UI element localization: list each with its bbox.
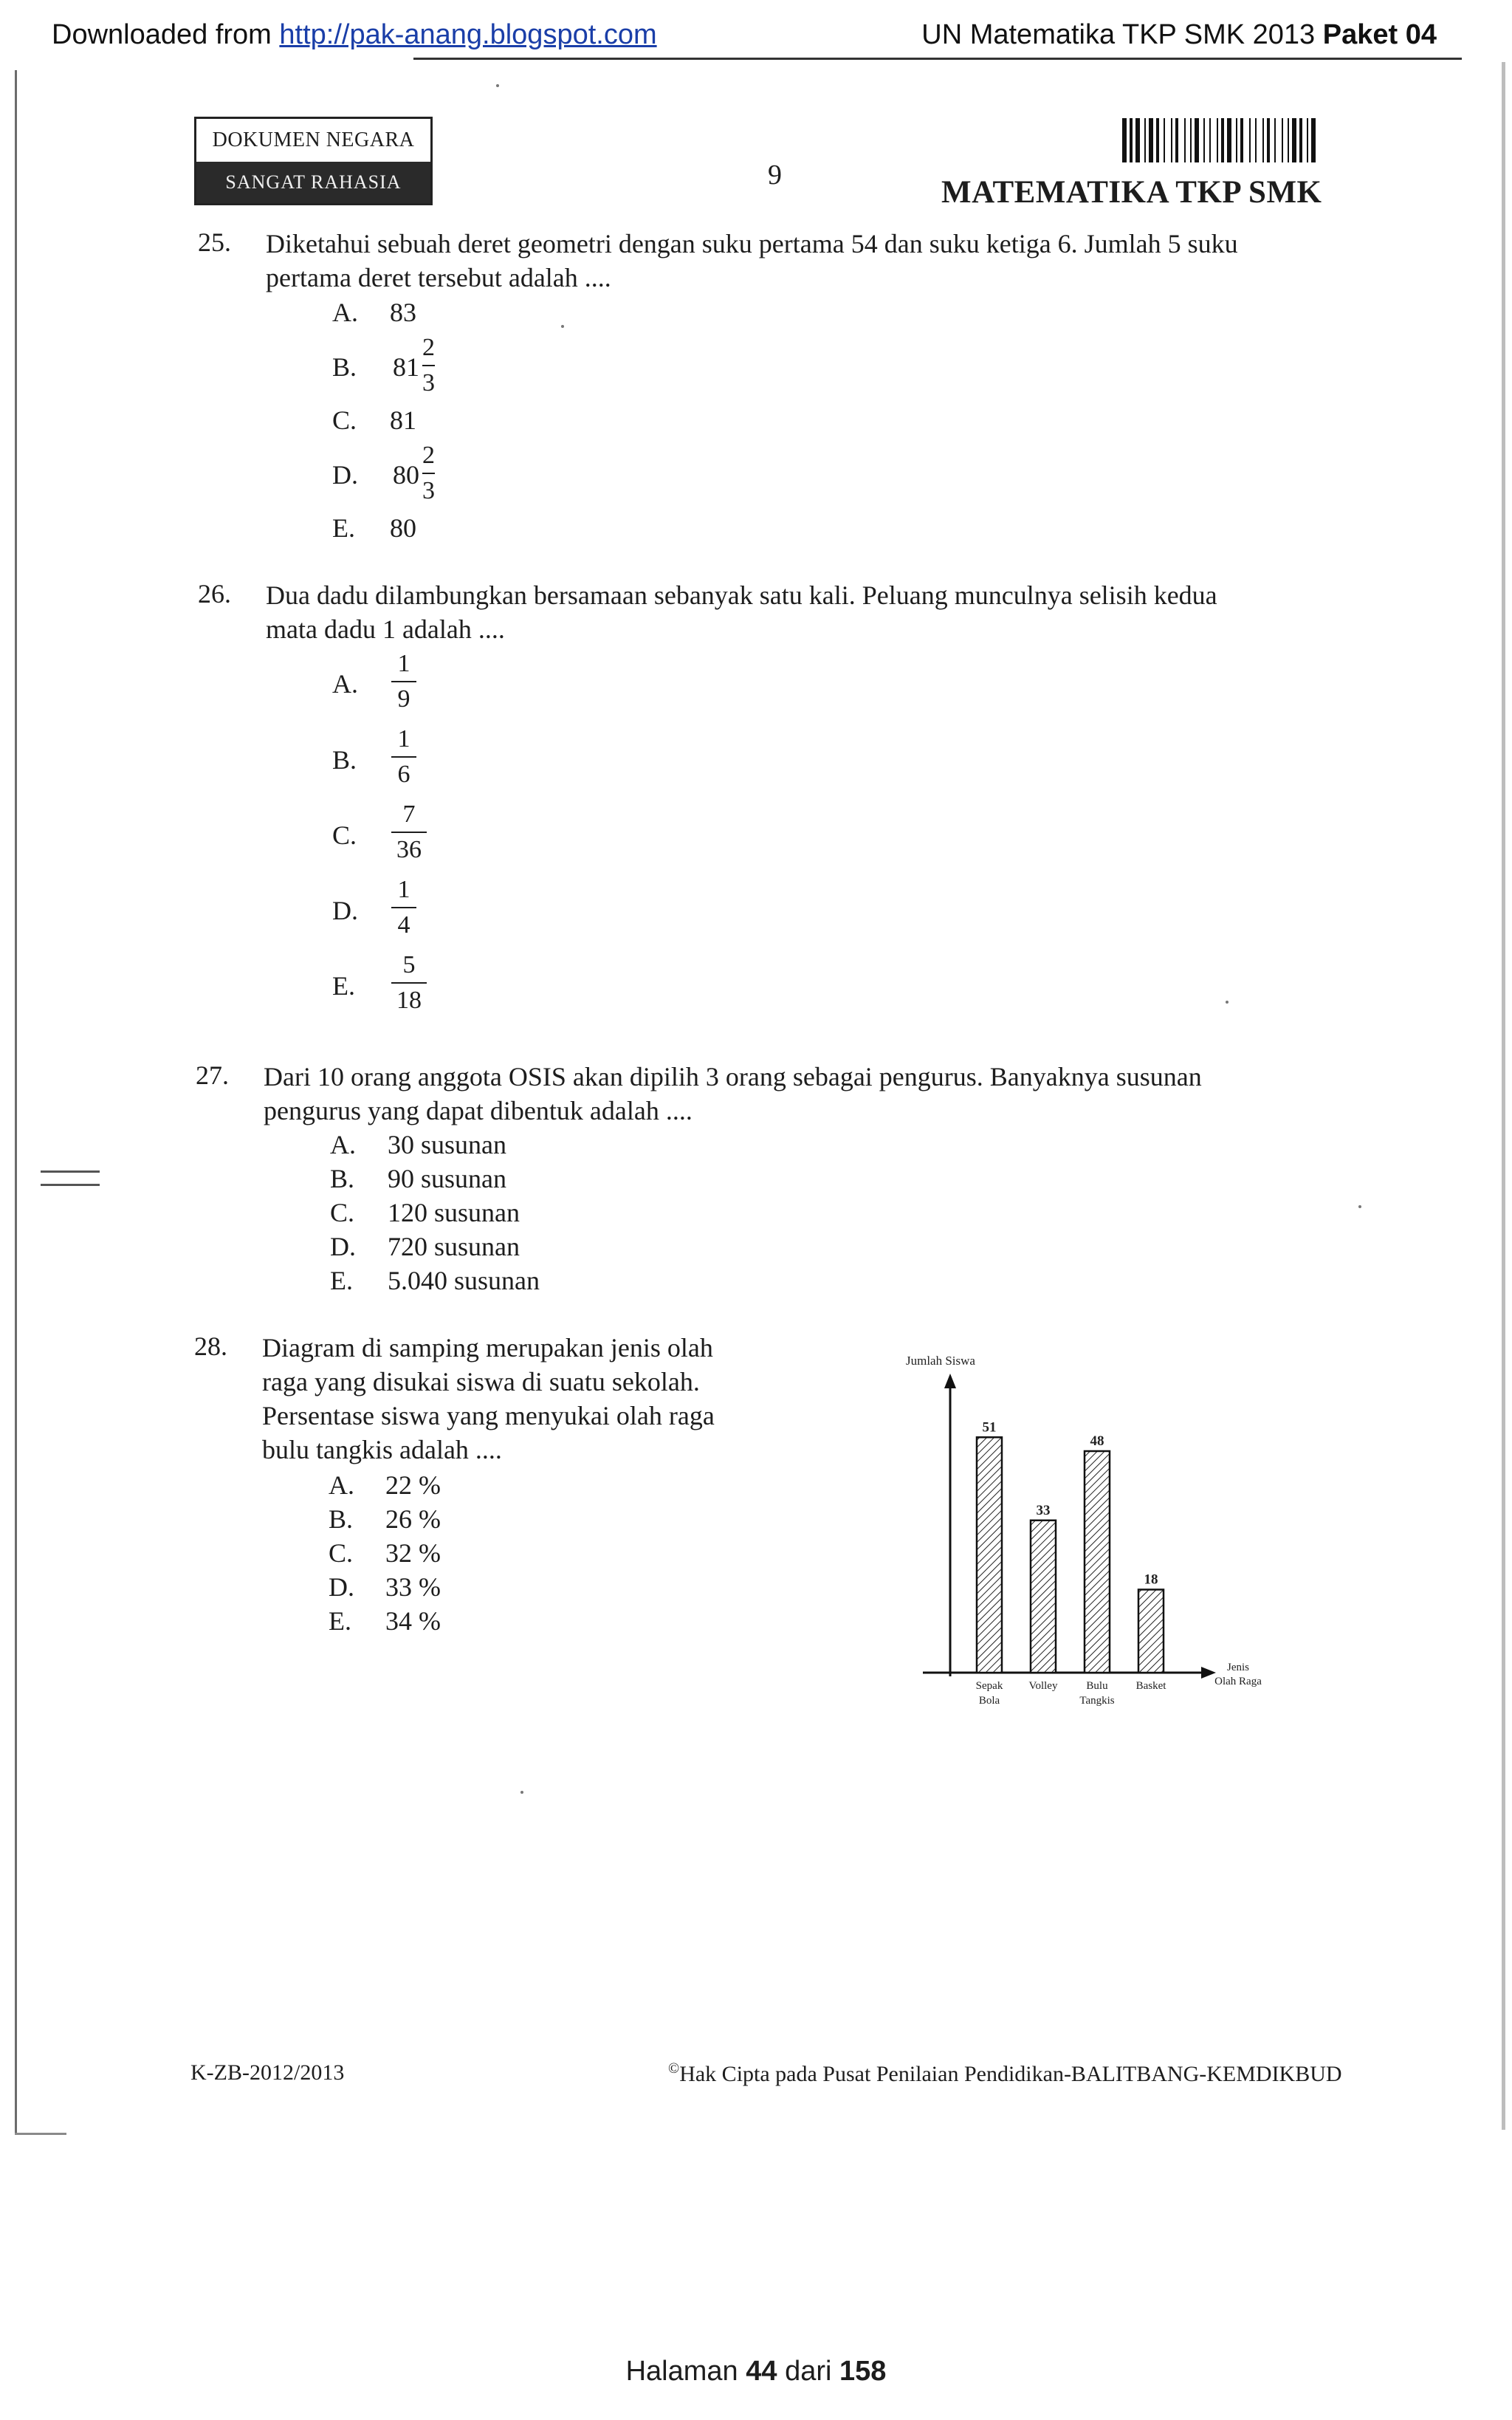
option-letter: A.	[330, 1130, 356, 1159]
question-text-line: mata dadu 1 adalah ....	[266, 614, 505, 644]
page-info-prefix: Halaman	[625, 2356, 746, 2387]
option-value: 83	[390, 298, 416, 327]
fraction	[422, 442, 435, 505]
header-title-normal: UN Matematika TKP SMK 2013	[921, 19, 1323, 50]
option-letter: E.	[332, 513, 355, 543]
scan-edge-left	[15, 70, 17, 2134]
chart-value-label: 18	[1144, 1571, 1158, 1588]
scan-speck	[1226, 1001, 1228, 1004]
option-letter: C.	[330, 1198, 355, 1227]
fraction-numerator: 1	[397, 876, 410, 903]
copyright-notice	[668, 2060, 1342, 2087]
question-text	[266, 227, 1358, 295]
option-value: 81	[393, 352, 419, 382]
option-letter: A.	[332, 298, 358, 327]
option-letter: D.	[330, 1232, 356, 1261]
scan-speck	[520, 1791, 523, 1794]
fraction-denominator: 3	[422, 369, 435, 397]
fraction-denominator: 6	[397, 761, 410, 788]
page-total: 158	[839, 2356, 887, 2387]
question-text	[262, 1331, 823, 1467]
fraction-numerator: 5	[402, 951, 416, 978]
option-letter: C.	[332, 820, 357, 850]
fraction-numerator: 7	[402, 801, 416, 828]
option-letter: C.	[332, 405, 357, 435]
option-value: 120 susunan	[388, 1198, 520, 1227]
chart-bar	[977, 1437, 1002, 1673]
option-value: 80	[393, 460, 419, 490]
question-text	[264, 1060, 1356, 1128]
question-text	[266, 578, 1358, 646]
question-number: 27.	[196, 1060, 229, 1090]
question-text-line: Diketahui sebuah deret geometri dengan suku pertama 54 dan suku ketiga 6. Jumlah 5 suku	[266, 229, 1238, 258]
margin-mark	[41, 1184, 100, 1186]
option-letter: D.	[332, 460, 358, 490]
fraction	[391, 650, 416, 713]
option-letter: E.	[329, 1606, 351, 1636]
question-number: 26.	[198, 579, 231, 609]
fraction-denominator: 4	[397, 911, 410, 939]
download-prefix: Downloaded from	[52, 19, 280, 50]
fraction	[422, 334, 435, 397]
fraction-numerator: 2	[422, 334, 435, 361]
question-text-line: pertama deret tersebut adalah ....	[266, 263, 611, 292]
chart-value-label: 33	[1036, 1502, 1051, 1518]
question-text-line: Persentase siswa yang menyukai olah raga	[262, 1401, 715, 1430]
option-value: 33 %	[385, 1572, 441, 1602]
fraction-denominator: 9	[397, 685, 410, 713]
scan-speck	[496, 84, 499, 87]
fraction	[391, 876, 416, 939]
option-value: 26 %	[385, 1504, 441, 1534]
option-letter: D.	[332, 896, 358, 925]
chart-value-label: 51	[982, 1419, 997, 1436]
question-text-line: pengurus yang dapat dibentuk adalah ....	[264, 1096, 693, 1125]
chart-category-label: Tangkis	[1079, 1695, 1115, 1707]
fraction-denominator: 3	[422, 477, 435, 504]
download-source	[52, 19, 657, 51]
copyright-mark: ©	[668, 2060, 680, 2077]
header-title-bold: Paket 04	[1322, 19, 1437, 50]
sports-bar-chart	[897, 1344, 1281, 1728]
barcode-icon	[1122, 118, 1362, 162]
option-value: 30 susunan	[388, 1130, 506, 1159]
chart-y-axis-label: Jumlah Siswa	[906, 1354, 975, 1368]
option-letter: B.	[330, 1164, 355, 1193]
chart-category-label: Sepak	[975, 1680, 1003, 1692]
question-text-line: Dua dadu dilambungkan bersamaan sebanyak satu kali. Peluang munculnya selisih kedua	[266, 580, 1217, 610]
option-letter: A.	[329, 1470, 354, 1500]
option-letter: B.	[329, 1504, 354, 1534]
chart-x-axis-arrow-icon	[1201, 1667, 1216, 1679]
copyright-text: Hak Cipta pada Pusat Penilaian Pendidikan-BALITBANG-KEMDIKBUD	[679, 2062, 1342, 2086]
source-link[interactable]: http://pak-anang.blogspot.com	[279, 19, 657, 50]
option-value: 22 %	[385, 1470, 441, 1500]
fraction-denominator: 18	[396, 987, 422, 1014]
chart-bar	[1085, 1451, 1110, 1673]
option-value: 34 %	[385, 1606, 441, 1636]
chart-category-label: Basket	[1135, 1680, 1166, 1692]
page-info	[0, 2356, 1512, 2388]
chart-value-label: 48	[1090, 1433, 1104, 1449]
scan-edge-bottom	[15, 2133, 66, 2135]
question-number: 25.	[198, 227, 231, 257]
fraction	[391, 801, 427, 864]
fraction-denominator: 36	[396, 836, 422, 863]
fraction	[391, 725, 416, 789]
stamp-line1: DOKUMEN NEGARA	[212, 128, 415, 151]
option-value: 90 susunan	[388, 1164, 506, 1193]
option-value: 720 susunan	[388, 1232, 520, 1261]
classification-stamp	[194, 117, 433, 205]
option-letter: B.	[332, 352, 357, 382]
page-current: 44	[746, 2356, 777, 2387]
fraction-numerator: 1	[397, 725, 410, 753]
scan-speck	[1358, 1205, 1361, 1208]
question-text-line: raga yang disukai siswa di suatu sekolah.	[262, 1367, 700, 1396]
document-code: K-ZB-2012/2013	[190, 2060, 345, 2085]
option-letter: E.	[330, 1266, 353, 1295]
scan-edge-right	[1502, 62, 1505, 2130]
download-header	[0, 0, 1512, 62]
question-text-line: bulu tangkis adalah ....	[262, 1435, 502, 1464]
option-value: 5.040 susunan	[388, 1266, 540, 1295]
scan-speck	[561, 325, 564, 328]
option-value: 81	[390, 405, 416, 435]
chart-category-label: Bola	[978, 1695, 1000, 1707]
page-info-middle: dari	[777, 2356, 839, 2387]
fraction-numerator: 2	[422, 442, 435, 469]
chart-category-label: Volley	[1028, 1680, 1058, 1692]
header-title	[921, 19, 1437, 51]
option-value: 80	[390, 513, 416, 543]
option-value: 32 %	[385, 1538, 441, 1568]
stamp-line2: SANGAT RAHASIA	[196, 162, 430, 203]
chart-bar	[1031, 1521, 1056, 1673]
option-letter: E.	[332, 971, 355, 1001]
chart-category-label: Bulu	[1086, 1680, 1108, 1692]
fraction	[391, 951, 427, 1015]
option-letter: C.	[329, 1538, 354, 1568]
question-number: 28.	[194, 1331, 227, 1361]
option-letter: B.	[332, 745, 357, 775]
chart-bar	[1138, 1590, 1164, 1673]
margin-mark	[41, 1170, 100, 1173]
subject-title: MATEMATIKA TKP SMK	[941, 175, 1322, 210]
option-letter: D.	[329, 1572, 354, 1602]
page-number: 9	[768, 160, 782, 191]
option-letter: A.	[332, 669, 358, 699]
fraction-numerator: 1	[397, 650, 410, 677]
chart-x-axis-label: Jenis	[1227, 1662, 1249, 1673]
question-text-line: Diagram di samping merupakan jenis olah	[262, 1333, 713, 1362]
question-text-line: Dari 10 orang anggota OSIS akan dipilih 3 orang sebagai pengurus. Banyaknya susunan	[264, 1062, 1202, 1091]
header-rule	[413, 58, 1462, 60]
chart-x-axis-label: Olah Raga	[1214, 1676, 1262, 1687]
chart-y-axis-arrow-icon	[944, 1374, 956, 1388]
